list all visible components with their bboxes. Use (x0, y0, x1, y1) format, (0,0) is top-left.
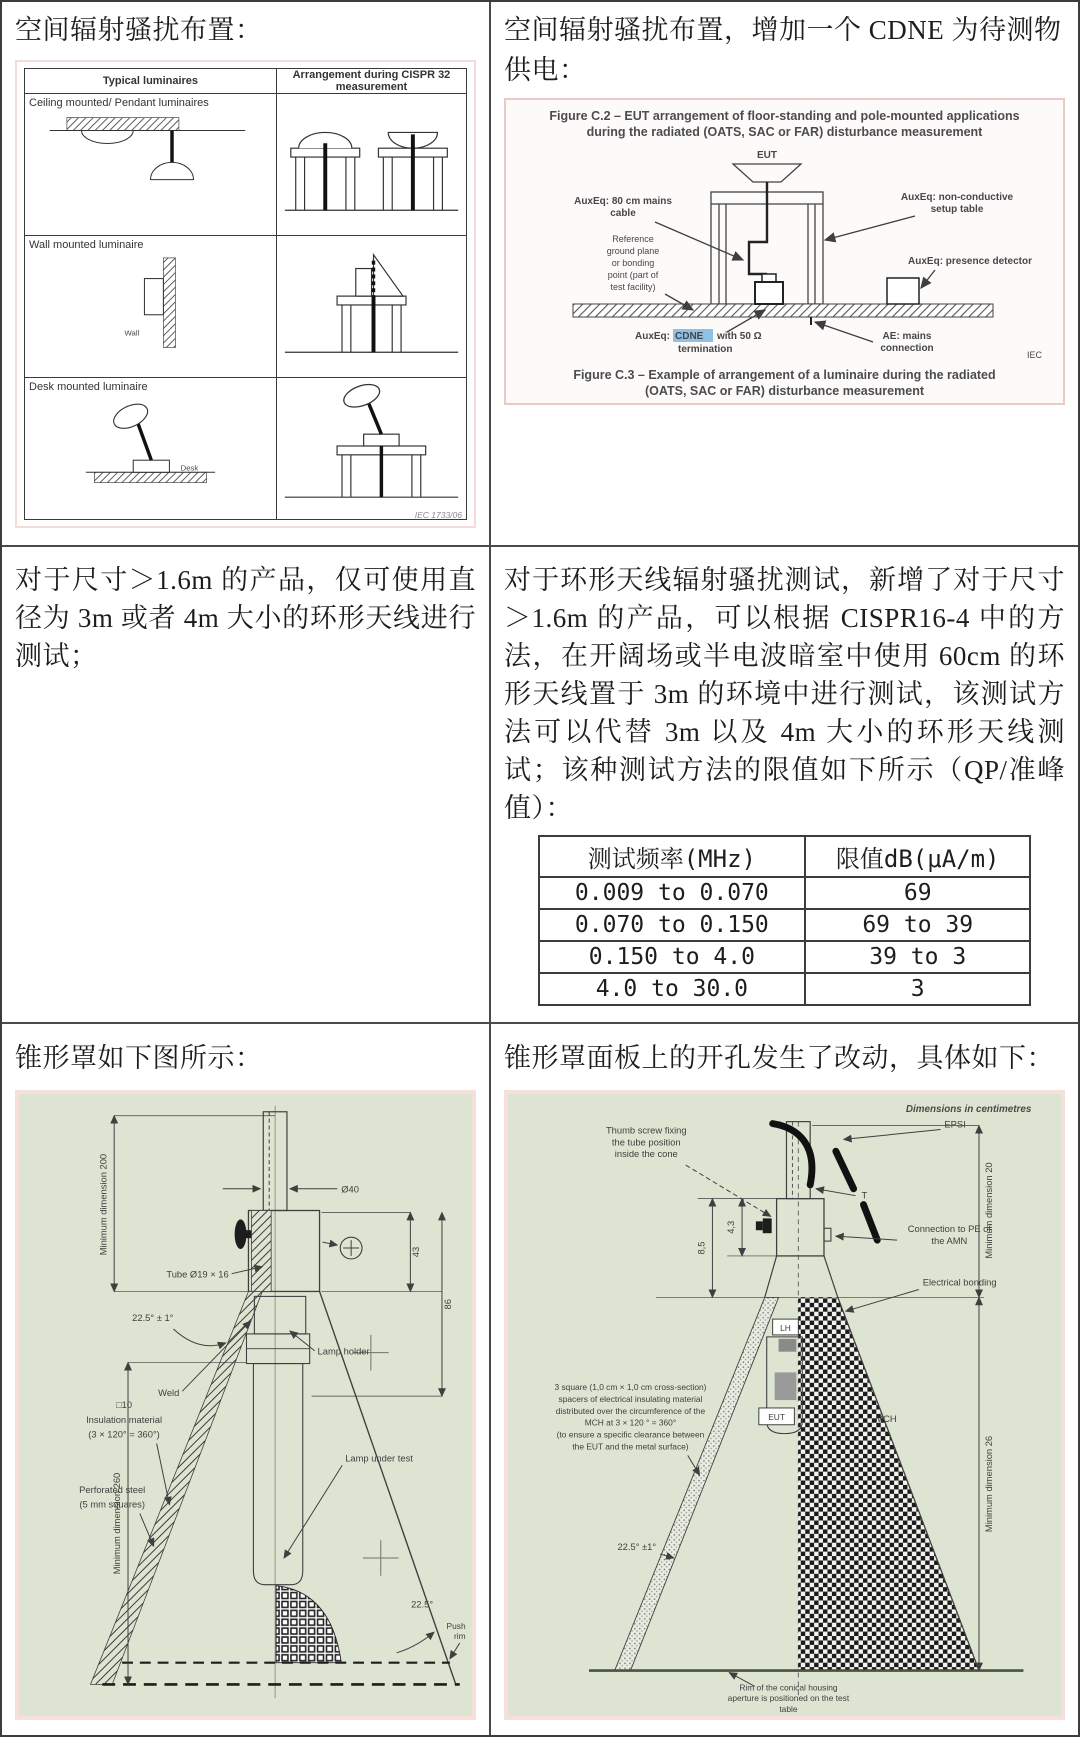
dim-26-label: Minimum dimension 26 (983, 1435, 994, 1533)
tube-label: Tube Ø19 × 16 (166, 1269, 229, 1280)
cell-r3-left (2, 1024, 491, 1735)
ref-ground-label-1: Reference (611, 234, 654, 244)
spacers-label-4: MCH at 3 × 120 ° = 360° (584, 1417, 677, 1428)
luminaire-col-header-right: Arrangement during CISPR 32 measurement (276, 69, 466, 94)
rim-label-2: aperture is positioned on the test (727, 1693, 850, 1704)
table-row (539, 941, 1031, 973)
iec-reference: IEC 1733/06 (414, 510, 462, 520)
cell-r2-left (2, 547, 491, 1024)
ae-label-1: AE: mains (882, 331, 931, 342)
ref-ground-label-2: ground plane (606, 246, 659, 256)
lamp-holder-label: Lamp holder (317, 1346, 370, 1357)
desk-label: Desk (180, 463, 199, 473)
table-row (25, 378, 467, 520)
angle-bottom-label: 22.5° (411, 1599, 434, 1610)
dim-260-label: Minimum dimension 260 (112, 1472, 123, 1575)
cone-drawing-new (508, 1094, 1061, 1716)
ground-plane (573, 304, 993, 317)
lamp-under-test-label: Lamp under test (345, 1453, 413, 1464)
iec-mark: IEC (1026, 350, 1042, 360)
ceiling-arrangement-drawing (281, 97, 462, 225)
ae-label-2: connection (879, 343, 934, 354)
ceiling-row-label: Ceiling mounted/ Pendant luminaires (29, 97, 209, 109)
spacers-label-6: the EUT and the metal surface) (572, 1441, 689, 1452)
dimensions-note: Dimensions in centimetres (905, 1103, 1032, 1115)
cone-figure-new (504, 1090, 1065, 1720)
ceiling-luminaire-drawing (29, 109, 272, 221)
table-row (539, 973, 1031, 1005)
spacers-label-5: (to ensure a specific clearance between (556, 1429, 705, 1440)
angle-top-label: 22.5° ± 1° (132, 1313, 174, 1324)
table-row (539, 909, 1031, 941)
figure-c2-diagram (515, 142, 1055, 367)
setup-table-label-1: AuxEq: non-conductive (900, 192, 1013, 203)
limit-value: 39 to 3 (805, 941, 1030, 973)
cone-geometry (90, 1106, 459, 1698)
desk-luminaire-drawing (29, 393, 272, 505)
rim-label-1: Rim of the conical housing (739, 1682, 838, 1693)
limit-value: 3 (805, 973, 1030, 1005)
luminaire-figure (15, 60, 476, 528)
lh-label: LH (780, 1322, 791, 1333)
table-row (539, 877, 1031, 909)
insulation-label-3: (3 × 120° = 360°) (88, 1429, 160, 1440)
limit-value: 69 to 39 (805, 909, 1030, 941)
dim-85-label: 8,5 (696, 1241, 707, 1255)
cell-r2-right (491, 547, 1078, 1024)
figure-c3-caption-line1: Figure C.3 – Example of arrangement of a luminaire during the radiated (573, 368, 996, 382)
eut-label: EUT (756, 150, 777, 161)
table-row (25, 236, 467, 378)
presence-detector-label: AuxEq: presence detector (907, 256, 1032, 267)
cdne-box (755, 274, 783, 304)
limits-header-frequency: 测试频率(MHz) (539, 836, 805, 877)
r3-left-title: 锥形罩如下图所示： (15, 1043, 263, 1073)
ref-ground-label-4: point (part of (607, 270, 658, 280)
spacers-label-3: distributed over the circumference of the (555, 1405, 706, 1416)
presence-detector-box (887, 278, 919, 304)
weld-label: Weld (158, 1388, 180, 1399)
rim-label-3: table (779, 1704, 798, 1715)
spacers-label-2: spacers of electrical insulating material (558, 1394, 703, 1405)
limits-table (538, 835, 1032, 1006)
figure-c3-caption-line2: (OATS, SAC or FAR) disturbance measurement (645, 384, 924, 398)
r2-left-text: 对于尺寸＞1.6m 的产品，仅可使用直径为 3m 或者 4m 大小的环形天线进行测试； (15, 565, 476, 671)
cdne-label-prefix: AuxEq: (634, 331, 670, 342)
cdne-label-suffix: with 50 Ω (716, 331, 762, 342)
figure-c2-box (504, 98, 1065, 405)
desk-arrangement-drawing (281, 381, 462, 509)
desk-row-label: Desk mounted luminaire (29, 381, 148, 393)
luminaire-table (24, 68, 467, 520)
cone-figure-old (15, 1090, 476, 1720)
cone-drawing-old (19, 1094, 472, 1716)
ref-ground-label-3: or bonding (611, 258, 654, 268)
thumb-screw-label-2: the tube position (611, 1137, 681, 1148)
freq-range: 0.070 to 0.150 (539, 909, 805, 941)
pe-connection-label-2: the AMN (931, 1236, 968, 1247)
eut-label: EUT (768, 1411, 785, 1422)
table-row (25, 94, 467, 236)
spacers-label-1: 3 square (1,0 cm × 1,0 cm cross-section) (554, 1382, 707, 1393)
luminaire-col-header-left: Typical luminaires (25, 69, 277, 94)
dim-86-label: 86 (442, 1299, 453, 1310)
t-label: T (861, 1190, 868, 1201)
wall-row-label: Wall mounted luminaire (29, 239, 144, 251)
cdne-label-word: CDNE (674, 331, 703, 342)
wall-arrangement-drawing (281, 239, 462, 367)
ref-ground-label-5: test facility) (609, 282, 656, 292)
freq-range: 0.009 to 0.070 (539, 877, 805, 909)
limit-value: 69 (805, 877, 1030, 909)
dim-43-label: 43 (411, 1246, 422, 1258)
freq-range: 0.150 to 4.0 (539, 941, 805, 973)
r1-right-title: 空间辐射骚扰布置，增加一个 CDNE 为待测物供电： (504, 15, 1062, 85)
r3-right-title: 锥形罩面板上的开孔发生了改动，具体如下： (504, 1043, 1054, 1073)
r1-left-title: 空间辐射骚扰布置： (15, 15, 263, 45)
push-rim-label-1: Push (446, 1621, 466, 1632)
figure-c2-title-line2: during the radiated (OATS, SAC or FAR) disturbance measurement (586, 125, 983, 139)
dia-40-label: Ø40 (341, 1184, 359, 1195)
freq-range: 4.0 to 30.0 (539, 973, 805, 1005)
electrical-bonding-label: Electrical bonding (922, 1277, 997, 1288)
cell-r1-right (491, 2, 1078, 547)
mch-label: MCH (875, 1413, 897, 1424)
cdne-label-line2: termination (677, 344, 732, 355)
thumb-screw-label-1: Thumb screw fixing (605, 1125, 687, 1136)
perforated-label-2: (5 mm squares) (79, 1499, 145, 1510)
cell-r3-right (491, 1024, 1078, 1735)
wall-label: Wall (124, 328, 140, 338)
limits-header-limit: 限值dB(μA/m) (805, 836, 1030, 877)
insulation-label-1: □10 (116, 1399, 133, 1410)
angle-label: 22.5° ±1° (617, 1542, 657, 1553)
mains-cable-label-2: cable (609, 208, 636, 219)
figure-c2-title-line1: Figure C.2 – EUT arrangement of floor-standing and pole-mounted applications (549, 109, 1020, 123)
perforated-label-1: Perforated steel (79, 1484, 146, 1495)
wall-luminaire-drawing (29, 251, 272, 363)
dim-200-label: Minimum dimension 200 (98, 1153, 109, 1256)
push-rim-label-2: rim (454, 1630, 466, 1641)
cell-r1-left (2, 2, 491, 547)
setup-table-label-2: setup table (930, 204, 983, 215)
r2-right-text: 对于环形天线辐射骚扰测试，新增了对于尺寸＞1.6m 的产品，可以根据 CISPR16-4 中的方法，在开阔场或半电波暗室中使用 60cm 的环形天线置于 3m 的环境中进行测试，该测试方法可以代替 3m 以及 4m 大小的环形天线测试；该种测试方法的限值如下所示（QP/准峰值）： (504, 565, 1065, 823)
mains-cable-label-1: AuxEq: 80 cm mains (573, 196, 672, 207)
epsi-label: EPSI (944, 1119, 966, 1130)
insulation-label-2: Insulation material (86, 1414, 163, 1425)
thumb-screw-label-3: inside the cone (614, 1149, 678, 1160)
dim-43-label: 4,3 (726, 1220, 737, 1234)
epsi-cable (773, 1124, 812, 1185)
pe-connection-label-1: Connection to PE of (907, 1224, 992, 1235)
dim-20-label: Minimum dimension 20 (983, 1162, 994, 1259)
